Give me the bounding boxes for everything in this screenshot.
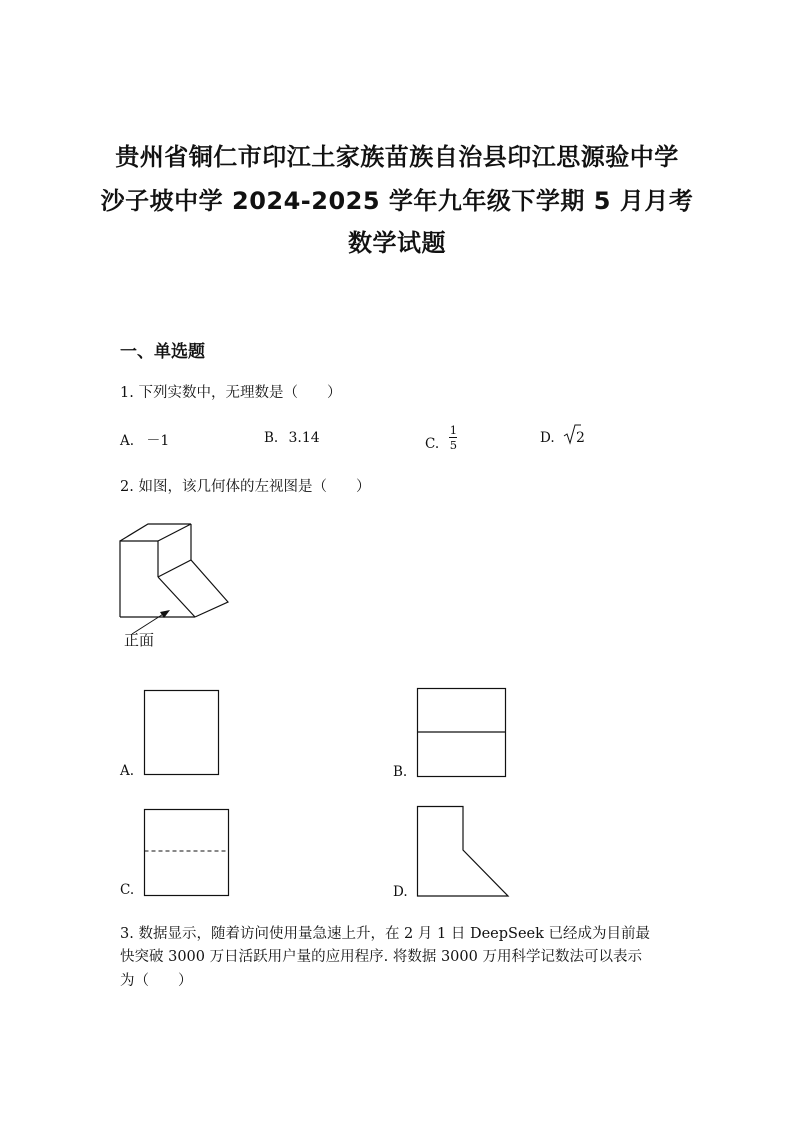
q1-option-c-numerator: 1 — [449, 423, 458, 437]
q1-option-c-label: C. — [425, 435, 440, 452]
q1-option-b-label: B. — [264, 430, 279, 446]
page-title-line-2: 沙子坡中学 2024-2025 学年九年级下学期 5 月月考 — [100, 187, 694, 215]
q1-option-a-label: A. — [120, 433, 135, 449]
q2-solid-figure — [118, 522, 248, 622]
q1-option-d-sqrt — [565, 430, 585, 446]
sqrt-radical-icon — [563, 424, 581, 446]
q2-option-a-label: A. — [120, 763, 135, 779]
question-2-stem: 2. 如图，该几何体的左视图是（ ） — [120, 479, 371, 495]
q2-option-c-shape — [144, 809, 230, 897]
page-title-line-3: 数学试题 — [348, 229, 446, 257]
q2-option-c-label: C. — [120, 882, 135, 898]
q1-option-d — [540, 430, 585, 446]
q1-option-c — [425, 424, 457, 451]
q1-option-a — [120, 430, 169, 450]
q1-option-b-value: 3.14 — [288, 430, 320, 446]
q1-option-b — [264, 430, 320, 446]
question-1-stem: 1. 下列实数中，无理数是（ ） — [120, 385, 342, 401]
q1-option-c-denominator: 5 — [449, 438, 458, 452]
page-title-line-1: 贵州省铜仁市印江土家族苗族自治县印江思源验中学 — [115, 143, 679, 171]
question-3-line-2: 快突破 3000 万日活跃用户量的应用程序. 将数据 3000 万用科学记数法可以表示 — [120, 949, 642, 965]
q1-option-a-value: －1 — [146, 433, 170, 449]
q1-option-d-label: D. — [540, 430, 555, 446]
question-3-line-3: 为（ ） — [120, 973, 193, 989]
q2-option-a-shape — [144, 690, 220, 776]
question-3-line-1: 3. 数据显示，随着访问使用量急速上升，在 2 月 1 日 DeepSeek 已经成为目前最 — [120, 926, 650, 942]
q1-option-c-fraction — [449, 424, 457, 451]
q2-option-d-label: D. — [393, 884, 408, 900]
q2-figure-label-front: 正面 — [124, 631, 155, 649]
q1-option-d-radicand: 2 — [575, 430, 585, 446]
q2-option-b-shape — [417, 688, 507, 778]
q2-option-d-shape — [417, 806, 511, 898]
section-heading: 一、单选题 — [120, 342, 205, 362]
q2-option-b-label: B. — [393, 764, 408, 780]
